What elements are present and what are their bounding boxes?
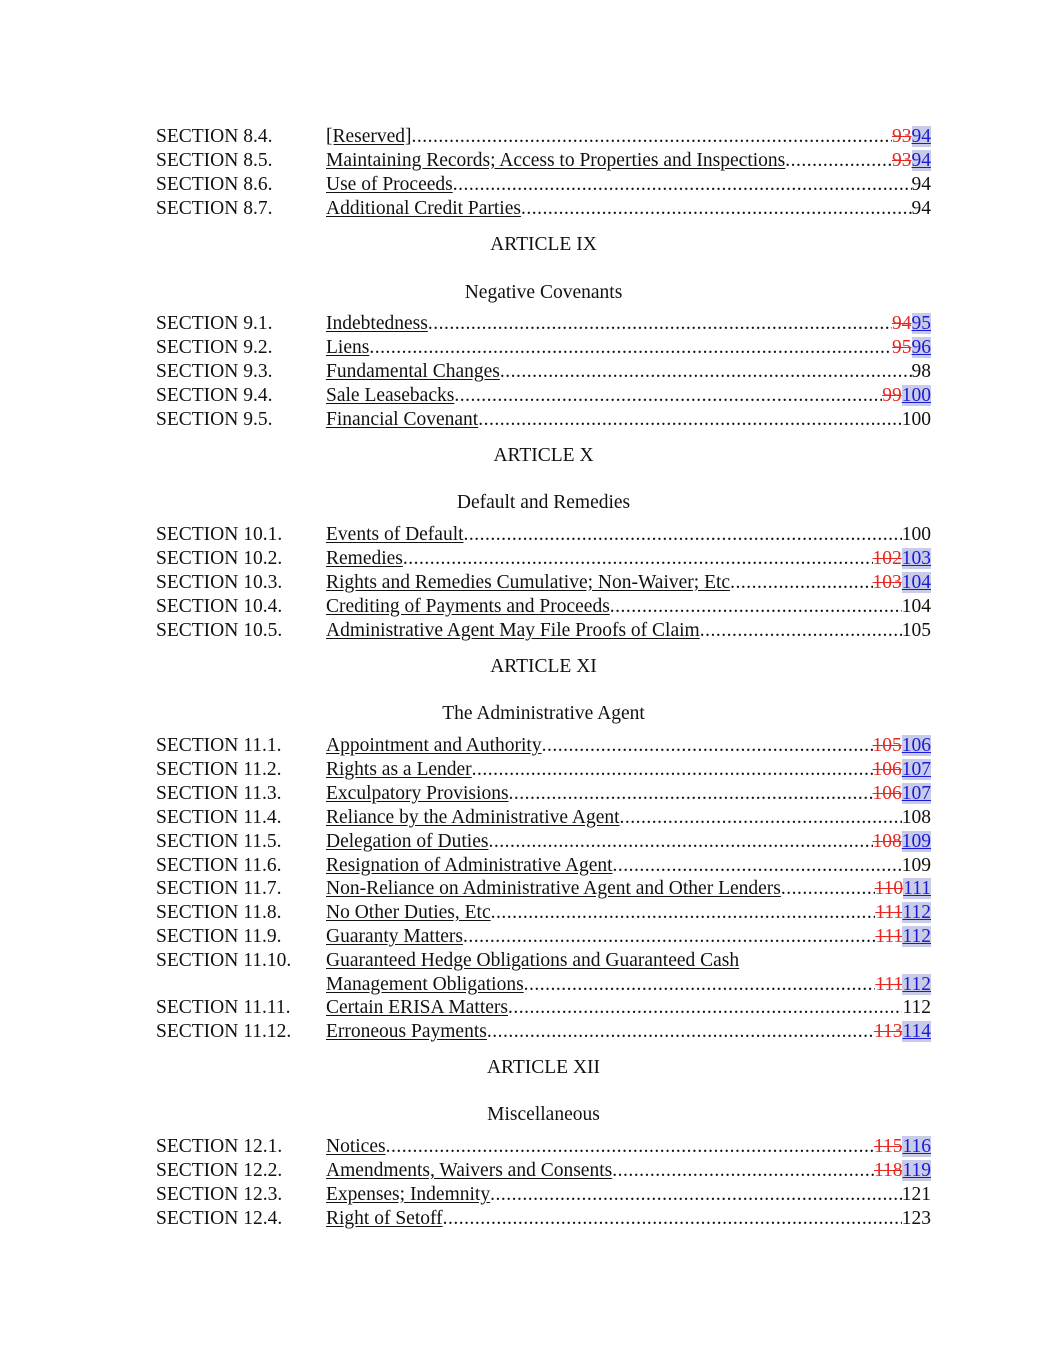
- article-title: Negative Covenants: [464, 282, 623, 303]
- section-title-link[interactable]: Non-Reliance on Administrative Agent and Other Lenders: [326, 878, 781, 899]
- dot-leader: [524, 973, 876, 997]
- toc-row: [156, 806, 931, 830]
- inserted-page-link[interactable]: 94: [911, 150, 931, 171]
- toc-row: [156, 901, 931, 925]
- dot-leader: [386, 1135, 874, 1159]
- section-title-link[interactable]: Events of Default: [326, 524, 464, 545]
- toc-entry: [326, 830, 931, 854]
- toc-row: [156, 173, 931, 197]
- toc-row: [156, 1183, 931, 1207]
- section-title-link[interactable]: Notices: [326, 1136, 386, 1157]
- section-title-link[interactable]: Amendments, Waivers and Consents: [326, 1160, 613, 1181]
- article-title: The Administrative Agent: [442, 703, 645, 724]
- toc-entry: [326, 1020, 931, 1044]
- page-ref: [874, 1135, 931, 1159]
- toc-entry: [326, 854, 931, 878]
- section-title-link[interactable]: Expenses; Indemnity: [326, 1184, 491, 1205]
- section-number: SECTION 10.4.: [156, 596, 283, 617]
- toc-entry: [326, 571, 931, 595]
- toc-entry: [326, 1159, 931, 1183]
- toc-entry: [326, 523, 931, 547]
- toc-entry: [326, 901, 931, 925]
- toc-entry: [326, 782, 931, 806]
- section-number: SECTION 10.2.: [156, 548, 283, 569]
- section-title-link[interactable]: Remedies: [326, 548, 403, 569]
- inserted-page-link[interactable]: 119: [902, 1160, 931, 1181]
- deleted-page-number: 95: [892, 337, 912, 358]
- section-number: SECTION 12.4.: [156, 1208, 283, 1229]
- dot-leader: [490, 1183, 902, 1207]
- deleted-page-number: 115: [873, 1136, 903, 1157]
- section-title-link[interactable]: Rights as a Lender: [326, 759, 472, 780]
- section-title-link[interactable]: Right of Setoff: [326, 1208, 443, 1229]
- dot-leader: [443, 1207, 902, 1231]
- toc-row: [156, 523, 931, 547]
- toc-row: [156, 384, 931, 408]
- article-title: Miscellaneous: [487, 1104, 600, 1125]
- section-number: SECTION 11.1.: [156, 735, 282, 756]
- section-number: SECTION 12.3.: [156, 1184, 283, 1205]
- section-number: SECTION 8.5.: [156, 150, 273, 171]
- dot-leader: [472, 758, 873, 782]
- page-ref: [873, 830, 932, 854]
- dot-leader: [491, 901, 876, 925]
- toc-entry: [326, 996, 931, 1020]
- dot-leader: [509, 782, 873, 806]
- toc-entry: [326, 877, 931, 901]
- deleted-page-number: 106: [872, 759, 902, 780]
- section-number: SECTION 12.2.: [156, 1160, 283, 1181]
- dot-leader: [454, 384, 882, 408]
- page-number: 100: [901, 524, 931, 545]
- toc-entry: [326, 806, 931, 830]
- toc-row: [156, 1020, 931, 1044]
- inserted-page-link[interactable]: 114: [902, 1021, 931, 1042]
- inserted-page-link[interactable]: 106: [901, 735, 931, 756]
- section-title-link[interactable]: Sale Leasebacks: [326, 385, 455, 406]
- page-number: 105: [901, 620, 931, 641]
- toc-row: [156, 547, 931, 571]
- toc-row: [156, 996, 931, 1020]
- section-title-link[interactable]: [Reserved]: [326, 126, 412, 147]
- toc-row: [156, 197, 931, 221]
- section-number: SECTION 11.10.: [156, 950, 292, 971]
- toc-row: [156, 1159, 931, 1183]
- page-ref: [873, 547, 932, 571]
- section-number: SECTION 11.4.: [156, 807, 282, 828]
- inserted-page-link[interactable]: 111: [903, 878, 931, 899]
- section-title-link[interactable]: Certain ERISA Matters: [326, 997, 508, 1018]
- article-label: ARTICLE XI: [490, 656, 597, 677]
- section-title-link[interactable]: Maintaining Records; Access to Properties and Inspections: [326, 150, 786, 171]
- toc-entry: [326, 973, 931, 997]
- page-number: 98: [911, 361, 931, 382]
- toc-row: [156, 360, 931, 384]
- dot-leader: [500, 360, 912, 384]
- section-number: SECTION 9.1.: [156, 313, 273, 334]
- inserted-page-link[interactable]: 116: [902, 1136, 931, 1157]
- inserted-page-link[interactable]: 95: [911, 313, 931, 334]
- dot-leader: [453, 173, 912, 197]
- deleted-page-number: 108: [872, 831, 902, 852]
- section-title-link[interactable]: Guaranty Matters: [326, 926, 463, 947]
- dot-leader: [613, 854, 902, 878]
- dot-leader: [369, 336, 892, 360]
- section-title-link[interactable]: No Other Duties, Etc: [326, 902, 491, 923]
- page-ref: [892, 312, 931, 336]
- section-number: SECTION 10.1.: [156, 524, 283, 545]
- section-number: SECTION 11.3.: [156, 783, 282, 804]
- dot-leader: [403, 547, 873, 571]
- dot-leader: [412, 125, 892, 149]
- section-title-link[interactable]: Management Obligations: [326, 974, 524, 995]
- inserted-page-link[interactable]: 96: [911, 337, 931, 358]
- dot-leader: [478, 408, 902, 432]
- deleted-page-number: 118: [873, 1160, 903, 1181]
- inserted-page-link[interactable]: 107: [901, 783, 931, 804]
- dot-leader: [620, 806, 902, 830]
- section-title-link[interactable]: Rights and Remedies Cumulative; Non-Waiver; Etc: [326, 572, 731, 593]
- page-number: 108: [901, 807, 931, 828]
- inserted-page-link[interactable]: 103: [901, 548, 931, 569]
- page-ref: [873, 758, 932, 782]
- section-title-link[interactable]: Delegation of Duties: [326, 831, 489, 852]
- toc-entry: [326, 125, 931, 149]
- dot-leader: [542, 734, 873, 758]
- dot-leader: [521, 197, 912, 221]
- inserted-page-link[interactable]: 94: [911, 126, 931, 147]
- section-number: SECTION 11.6.: [156, 855, 282, 876]
- dot-leader: [488, 830, 872, 854]
- toc-row: [156, 1207, 931, 1231]
- inserted-page-link[interactable]: 112: [902, 902, 931, 923]
- toc-entry: [326, 384, 931, 408]
- deleted-page-number: 103: [872, 572, 902, 593]
- page-ref: [882, 384, 931, 408]
- section-title-link[interactable]: Use of Proceeds: [326, 174, 453, 195]
- section-number: SECTION 9.2.: [156, 337, 273, 358]
- page-number: 121: [901, 1184, 931, 1205]
- section-number: SECTION 10.5.: [156, 620, 283, 641]
- page-ref: [892, 149, 931, 173]
- toc-row: [156, 125, 931, 149]
- toc-row: [156, 312, 931, 336]
- section-title-link[interactable]: Resignation of Administrative Agent: [326, 855, 613, 876]
- toc-entry: [326, 1207, 931, 1231]
- page-ref: [892, 336, 931, 360]
- toc-row: [156, 571, 931, 595]
- toc-entry: [326, 336, 931, 360]
- dot-leader: [464, 523, 902, 547]
- toc-row: [156, 925, 931, 949]
- section-number: SECTION 11.11.: [156, 997, 291, 1018]
- page-ref: [873, 782, 932, 806]
- toc-entry: [326, 312, 931, 336]
- toc-row: [156, 758, 931, 782]
- section-number: SECTION 11.5.: [156, 831, 282, 852]
- page-number: 109: [901, 855, 931, 876]
- section-title-link[interactable]: Appointment and Authority: [326, 735, 542, 756]
- toc-row: [156, 595, 931, 619]
- toc-row: [156, 782, 931, 806]
- page-ref: [892, 125, 931, 149]
- section-title-link[interactable]: Exculpatory Provisions: [326, 783, 509, 804]
- deleted-page-number: 94: [892, 313, 912, 334]
- inserted-page-link[interactable]: 104: [901, 572, 931, 593]
- toc-entry: [326, 360, 931, 384]
- toc-entry: [326, 197, 931, 221]
- article-label: ARTICLE IX: [490, 234, 597, 255]
- toc-row-continuation: [156, 973, 931, 997]
- section-title-link[interactable]: Fundamental Changes: [326, 361, 500, 382]
- dot-leader: [508, 996, 902, 1020]
- inserted-page-link[interactable]: 112: [902, 974, 931, 995]
- toc-row: [156, 734, 931, 758]
- toc-row: [156, 854, 931, 878]
- dot-leader: [785, 149, 892, 173]
- article-label: ARTICLE XII: [486, 1057, 601, 1078]
- section-number: SECTION 10.3.: [156, 572, 283, 593]
- page-ref: [875, 973, 931, 997]
- toc-row: [156, 408, 931, 432]
- toc-entry: [326, 734, 931, 758]
- toc-row: [156, 336, 931, 360]
- section-number: SECTION 8.6.: [156, 174, 273, 195]
- toc-entry: [326, 619, 931, 643]
- section-title-link[interactable]: Administrative Agent May File Proofs of Claim: [326, 620, 700, 641]
- page-number: 94: [911, 174, 931, 195]
- section-title-link[interactable]: Crediting of Payments and Proceeds: [326, 596, 610, 617]
- deleted-page-number: 93: [892, 126, 912, 147]
- section-title-link[interactable]: Indebtedness: [326, 313, 428, 334]
- toc-entry: [326, 925, 931, 949]
- dot-leader: [700, 619, 902, 643]
- inserted-page-link[interactable]: 100: [901, 385, 931, 406]
- section-number: SECTION 11.9.: [156, 926, 282, 947]
- section-number: SECTION 9.3.: [156, 361, 273, 382]
- dot-leader: [428, 312, 892, 336]
- toc-row: [156, 149, 931, 173]
- inserted-page-link[interactable]: 107: [901, 759, 931, 780]
- dot-leader: [463, 925, 875, 949]
- deleted-page-number: 106: [872, 783, 902, 804]
- toc-row: [156, 877, 931, 901]
- toc-entry: [326, 149, 931, 173]
- section-number: SECTION 8.4.: [156, 126, 273, 147]
- dot-leader: [612, 1159, 874, 1183]
- toc-entry: [326, 758, 931, 782]
- page-number: 100: [901, 409, 931, 430]
- dot-leader: [487, 1020, 874, 1044]
- deleted-page-number: 111: [875, 974, 903, 995]
- deleted-page-number: 111: [875, 926, 903, 947]
- deleted-page-number: 113: [873, 1021, 903, 1042]
- toc-row: [156, 830, 931, 854]
- section-number: SECTION 12.1.: [156, 1136, 283, 1157]
- page-number: 112: [902, 997, 931, 1018]
- toc-entry: [326, 408, 931, 432]
- toc-entry: [326, 173, 931, 197]
- section-number: SECTION 11.2.: [156, 759, 282, 780]
- section-title-link[interactable]: Guaranteed Hedge Obligations and Guaranteed Cash: [326, 950, 740, 971]
- deleted-page-number: 93: [892, 150, 912, 171]
- toc-entry: [326, 1135, 931, 1159]
- deleted-page-number: 105: [872, 735, 902, 756]
- toc-row: [156, 949, 931, 973]
- deleted-page-number: 110: [874, 878, 904, 899]
- section-number: SECTION 11.7.: [156, 878, 282, 899]
- section-title-link[interactable]: Liens: [326, 337, 370, 358]
- deleted-page-number: 99: [882, 385, 902, 406]
- page-ref: [874, 1020, 931, 1044]
- toc-row: [156, 1135, 931, 1159]
- page-number: 104: [901, 596, 931, 617]
- deleted-page-number: 102: [872, 548, 902, 569]
- page-ref: [875, 925, 931, 949]
- article-label: ARTICLE X: [493, 445, 594, 466]
- section-title-link[interactable]: Reliance by the Administrative Agent: [326, 807, 620, 828]
- section-number: SECTION 11.12.: [156, 1021, 292, 1042]
- dot-leader: [781, 877, 875, 901]
- toc-row: [156, 619, 931, 643]
- page-number: 94: [911, 198, 931, 219]
- section-number: SECTION 9.5.: [156, 409, 273, 430]
- deleted-page-number: 111: [875, 902, 903, 923]
- inserted-page-link[interactable]: 109: [901, 831, 931, 852]
- section-number: SECTION 9.4.: [156, 385, 273, 406]
- toc-entry: [326, 1183, 931, 1207]
- page-number: 123: [901, 1208, 931, 1229]
- page-ref: [873, 734, 932, 758]
- article-title: Default and Remedies: [456, 492, 631, 513]
- page-ref: [875, 877, 931, 901]
- section-title-link[interactable]: Erroneous Payments: [326, 1021, 487, 1042]
- section-number: SECTION 8.7.: [156, 198, 273, 219]
- toc-entry: [326, 595, 931, 619]
- section-title-link[interactable]: Additional Credit Parties: [326, 198, 521, 219]
- section-number: SECTION 11.8.: [156, 902, 282, 923]
- dot-leader: [610, 595, 902, 619]
- dot-leader: [730, 571, 872, 595]
- section-title-link[interactable]: Financial Covenant: [326, 409, 479, 430]
- page-ref: [875, 901, 931, 925]
- toc-entry: [326, 547, 931, 571]
- page-ref: [874, 1159, 931, 1183]
- page-ref: [873, 571, 932, 595]
- inserted-page-link[interactable]: 112: [902, 926, 931, 947]
